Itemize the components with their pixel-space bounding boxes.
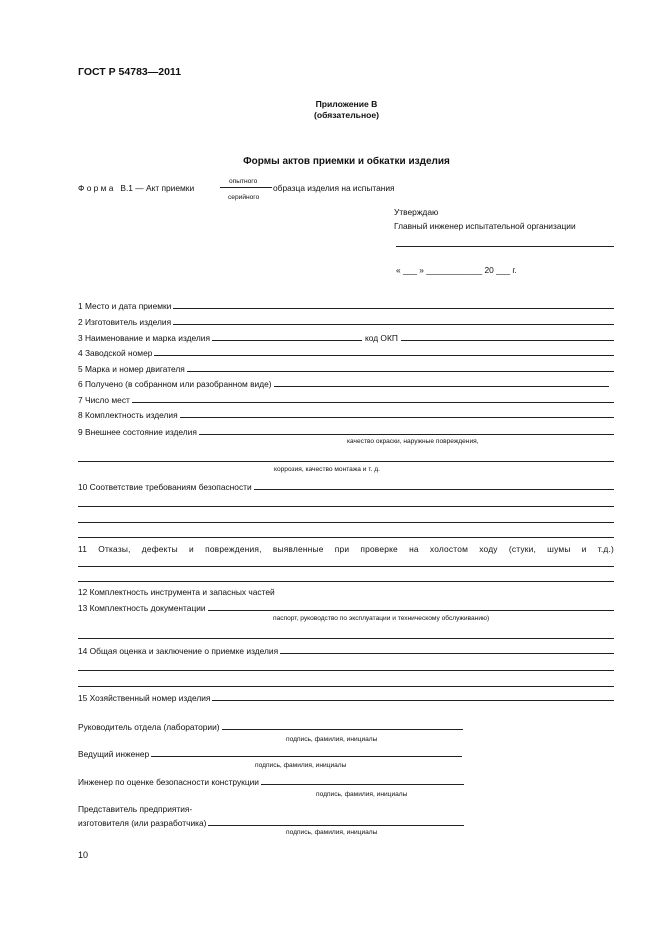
item-9-line-2[interactable]: [78, 461, 614, 462]
approval-signature-line[interactable]: [396, 246, 614, 247]
item-1[interactable]: [78, 298, 614, 311]
item-7[interactable]: [78, 392, 614, 405]
item-13-caption: паспорт, руководство по эксплуатации и техническому обслуживанию): [273, 615, 490, 622]
item-3[interactable]: [78, 330, 614, 343]
signature-manufacturer-label: изготовителя (или разработчика): [78, 818, 207, 828]
signature-head-of-department[interactable]: [78, 719, 463, 732]
item-10-label: 10 Соответствие требованиям безопасности: [78, 482, 252, 492]
signature-safety-engineer-caption: подпись, фамилия, инициалы: [316, 791, 408, 798]
signature-safety-engineer[interactable]: [78, 774, 464, 787]
signature-safety-engineer-label: Инженер по оценке безопасности конструкции: [78, 777, 259, 787]
item-8-label: 8 Комплектность изделия: [78, 410, 178, 420]
item-3-okp-label: код ОКП: [364, 333, 398, 343]
item-15-label: 15 Хозяйственный номер изделия: [78, 693, 211, 703]
item-13-label: 13 Комплектность документации: [78, 603, 206, 613]
item-14-line-2[interactable]: [78, 670, 614, 671]
item-14[interactable]: [78, 643, 614, 656]
item-14-line-3[interactable]: [78, 686, 614, 687]
form-prefix: Ф о р м а В.1 — Акт приемки: [78, 183, 195, 193]
signature-lead-engineer[interactable]: [78, 746, 462, 759]
approval-date-line[interactable]: « ___ » ____________ 20 ___ г.: [396, 265, 517, 275]
item-8[interactable]: [78, 407, 614, 420]
form-option-bottom: серийного: [228, 194, 260, 201]
form-option-top: опытного: [229, 178, 258, 185]
item-4[interactable]: [78, 345, 614, 358]
item-6-label: 6 Получено (в собранном или разобранном виде): [78, 379, 272, 389]
form-suffix: образца изделия на испытания: [273, 183, 395, 193]
item-14-label: 14 Общая оценка и заключение о приемке изделия: [78, 646, 279, 656]
item-9-caption-a: качество окраски, наружные повреждения,: [347, 438, 479, 445]
item-10-line-2[interactable]: [78, 506, 614, 507]
item-10[interactable]: [78, 479, 614, 492]
signature-lead-engineer-label: Ведущий инженер: [78, 749, 150, 759]
item-4-label: 4 Заводской номер: [78, 348, 153, 358]
form-option-divider: [220, 187, 272, 188]
item-5[interactable]: [78, 361, 614, 374]
item-9-label: 9 Внешнее состояние изделия: [78, 427, 197, 437]
signature-manufacturer-caption: подпись, фамилия, инициалы: [286, 829, 378, 836]
item-10-line-4[interactable]: [78, 537, 614, 538]
signature-manufacturer[interactable]: [78, 815, 464, 828]
item-6[interactable]: [78, 376, 609, 389]
standard-number: ГОСТ Р 54783—2011: [78, 66, 182, 78]
approval-approve: Утверждаю: [394, 207, 439, 217]
appendix-note: (обязательное): [313, 110, 380, 120]
item-9-caption-b: коррозия, качество монтажа и т. д.: [274, 466, 380, 473]
item-2[interactable]: [78, 314, 614, 327]
signature-head-of-department-label: Руководитель отдела (лаборатории): [78, 722, 220, 732]
item-10-line-3[interactable]: [78, 522, 614, 523]
item-5-label: 5 Марка и номер двигателя: [78, 364, 185, 374]
appendix-title: Приложение В: [315, 99, 378, 109]
signature-lead-engineer-caption: подпись, фамилия, инициалы: [255, 762, 347, 769]
item-11-label: 11 Отказы, дефекты и повреждения, выявленные при проверке на холостом ходу (стуки, шумы и т.д.): [78, 544, 614, 554]
item-11-line-3[interactable]: [78, 581, 614, 582]
item-1-label: 1 Место и дата приемки: [78, 301, 172, 311]
item-13[interactable]: [78, 600, 614, 613]
item-15[interactable]: [78, 690, 614, 703]
page-number: 10: [78, 850, 89, 860]
item-3-label: 3 Наименование и марка изделия: [78, 333, 210, 343]
item-7-label: 7 Число мест: [78, 395, 130, 405]
item-2-label: 2 Изготовитель изделия: [78, 317, 172, 327]
section-title: Формы актов приемки и обкатки изделия: [243, 156, 450, 167]
signature-manufacturer-label-line1: Представитель предприятия-: [78, 804, 193, 814]
item-11-line-2[interactable]: [78, 566, 614, 567]
item-9[interactable]: [78, 424, 614, 437]
item-12-label: 12 Комплектность инструмента и запасных частей: [78, 587, 275, 597]
item-13-line-2[interactable]: [78, 638, 614, 639]
signature-head-of-department-caption: подпись, фамилия, инициалы: [286, 736, 378, 743]
approval-role: Главный инженер испытательной организации: [394, 221, 576, 231]
